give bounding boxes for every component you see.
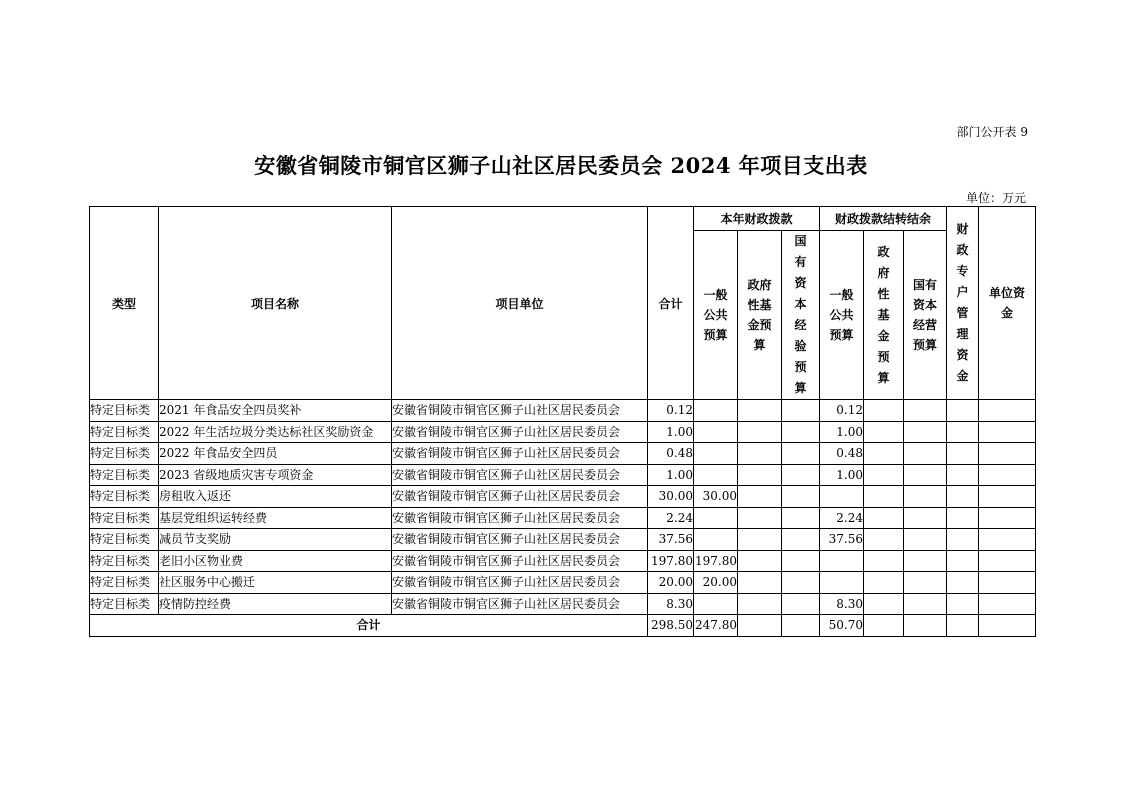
row-type: 特定目标类 xyxy=(90,507,159,529)
row-carry-gov xyxy=(864,529,904,551)
row-cur-general xyxy=(694,421,738,443)
unit-label: 单位：万元 xyxy=(965,191,1026,205)
total-carry-general: 50.70 xyxy=(820,615,864,637)
row-carry-state xyxy=(904,421,947,443)
header-carry-gov-fund: 政府性基金预算 xyxy=(864,231,904,400)
row-cur-general xyxy=(694,400,738,422)
row-cur-gov xyxy=(738,421,782,443)
row-cur-state xyxy=(782,443,820,465)
total-cur-gov xyxy=(738,615,782,637)
table-row xyxy=(90,421,1036,443)
total-carry-gov xyxy=(864,615,904,637)
row-unit-fund xyxy=(979,593,1036,615)
row-carry-gov xyxy=(864,486,904,508)
row-carry-general: 37.56 xyxy=(820,529,864,551)
row-carry-general: 8.30 xyxy=(820,593,864,615)
row-carry-general: 0.12 xyxy=(820,400,864,422)
row-total: 0.48 xyxy=(648,443,694,465)
row-unit-fund xyxy=(979,464,1036,486)
total-unit-fund xyxy=(979,615,1036,637)
row-project-name: 基层党组织运转经费 xyxy=(159,507,392,529)
total-row xyxy=(90,615,1036,637)
row-carry-gov xyxy=(864,550,904,572)
row-carry-gov xyxy=(864,507,904,529)
header-gov-fund: 政府性基金预算 xyxy=(738,231,782,400)
row-cur-gov xyxy=(738,529,782,551)
row-special xyxy=(947,593,979,615)
row-special xyxy=(947,550,979,572)
row-special xyxy=(947,572,979,594)
row-cur-gov xyxy=(738,593,782,615)
row-type: 特定目标类 xyxy=(90,443,159,465)
row-cur-state xyxy=(782,400,820,422)
row-carry-general: 0.48 xyxy=(820,443,864,465)
row-project-unit: 安徽省铜陵市铜官区狮子山社区居民委员会 xyxy=(392,593,648,615)
row-special xyxy=(947,464,979,486)
row-cur-general xyxy=(694,593,738,615)
row-cur-state xyxy=(782,572,820,594)
row-special xyxy=(947,400,979,422)
header-current-year-group: 本年财政拨款 xyxy=(694,207,820,231)
row-cur-general: 30.00 xyxy=(694,486,738,508)
row-special xyxy=(947,529,979,551)
row-unit-fund xyxy=(979,550,1036,572)
row-cur-gov xyxy=(738,507,782,529)
row-carry-state xyxy=(904,593,947,615)
row-project-unit: 安徽省铜陵市铜官区狮子山社区居民委员会 xyxy=(392,572,648,594)
header-type: 类型 xyxy=(90,207,159,400)
row-special xyxy=(947,421,979,443)
row-project-name: 老旧小区物业费 xyxy=(159,550,392,572)
table-row xyxy=(90,529,1036,551)
row-cur-general xyxy=(694,464,738,486)
row-carry-state xyxy=(904,529,947,551)
row-cur-general xyxy=(694,443,738,465)
header-state-capital: 国有资本经验预算 xyxy=(782,231,820,400)
row-special xyxy=(947,443,979,465)
row-cur-gov xyxy=(738,486,782,508)
table-body xyxy=(90,400,1036,615)
row-cur-state xyxy=(782,486,820,508)
page-title: 安徽省铜陵市铜官区狮子山社区居民委员会 2024 年项目支出表 xyxy=(254,153,868,178)
row-project-name: 2021 年食品安全四员奖补 xyxy=(159,400,392,422)
row-carry-state xyxy=(904,443,947,465)
row-carry-general xyxy=(820,550,864,572)
header-project-name: 项目名称 xyxy=(159,207,392,400)
row-total: 37.56 xyxy=(648,529,694,551)
row-type: 特定目标类 xyxy=(90,421,159,443)
row-carry-gov xyxy=(864,421,904,443)
table-row xyxy=(90,486,1036,508)
row-cur-state xyxy=(782,464,820,486)
row-type: 特定目标类 xyxy=(90,550,159,572)
row-carry-state xyxy=(904,572,947,594)
total-sum: 298.50 xyxy=(648,615,694,637)
header-carryover-group: 财政拨款结转结余 xyxy=(820,207,947,231)
header-carry-state-capital: 国有资本经营预算 xyxy=(904,231,947,400)
table-row xyxy=(90,550,1036,572)
row-type: 特定目标类 xyxy=(90,572,159,594)
total-special xyxy=(947,615,979,637)
row-unit-fund xyxy=(979,486,1036,508)
row-type: 特定目标类 xyxy=(90,400,159,422)
row-unit-fund xyxy=(979,400,1036,422)
row-cur-general xyxy=(694,507,738,529)
row-carry-gov xyxy=(864,593,904,615)
row-carry-state xyxy=(904,550,947,572)
row-cur-gov xyxy=(738,400,782,422)
row-project-unit: 安徽省铜陵市铜官区狮子山社区居民委员会 xyxy=(392,400,648,422)
row-type: 特定目标类 xyxy=(90,593,159,615)
row-project-unit: 安徽省铜陵市铜官区狮子山社区居民委员会 xyxy=(392,421,648,443)
row-cur-gov xyxy=(738,572,782,594)
row-carry-general: 1.00 xyxy=(820,421,864,443)
row-unit-fund xyxy=(979,572,1036,594)
header-special-fund: 财政专户管理资金 xyxy=(947,207,979,400)
row-special xyxy=(947,486,979,508)
total-carry-state xyxy=(904,615,947,637)
form-number: 部门公开表 9 xyxy=(956,125,1028,139)
row-total: 197.80 xyxy=(648,550,694,572)
row-unit-fund xyxy=(979,507,1036,529)
project-expenditure-table xyxy=(89,206,1036,637)
row-total: 2.24 xyxy=(648,507,694,529)
row-project-unit: 安徽省铜陵市铜官区狮子山社区居民委员会 xyxy=(392,529,648,551)
row-cur-state xyxy=(782,529,820,551)
row-project-name: 2022 年生活垃圾分类达标社区奖励资金 xyxy=(159,421,392,443)
row-total: 1.00 xyxy=(648,421,694,443)
row-cur-general xyxy=(694,529,738,551)
row-total: 30.00 xyxy=(648,486,694,508)
row-project-name: 社区服务中心搬迁 xyxy=(159,572,392,594)
row-carry-gov xyxy=(864,572,904,594)
row-cur-state xyxy=(782,507,820,529)
row-project-unit: 安徽省铜陵市铜官区狮子山社区居民委员会 xyxy=(392,464,648,486)
total-cur-general: 247.80 xyxy=(694,615,738,637)
row-total: 8.30 xyxy=(648,593,694,615)
header-project-unit: 项目单位 xyxy=(392,207,648,400)
row-type: 特定目标类 xyxy=(90,529,159,551)
row-project-unit: 安徽省铜陵市铜官区狮子山社区居民委员会 xyxy=(392,443,648,465)
total-cur-state xyxy=(782,615,820,637)
header-general-public: 一般公共预算 xyxy=(694,231,738,400)
row-carry-state xyxy=(904,507,947,529)
table-row xyxy=(90,400,1036,422)
row-unit-fund xyxy=(979,443,1036,465)
row-special xyxy=(947,507,979,529)
row-carry-state xyxy=(904,400,947,422)
table-row xyxy=(90,572,1036,594)
table-row xyxy=(90,593,1036,615)
row-carry-state xyxy=(904,486,947,508)
header-carry-general-public: 一般公共预算 xyxy=(820,231,864,400)
row-carry-gov xyxy=(864,464,904,486)
row-carry-general xyxy=(820,572,864,594)
row-project-name: 疫情防控经费 xyxy=(159,593,392,615)
row-cur-gov xyxy=(738,464,782,486)
row-unit-fund xyxy=(979,421,1036,443)
row-project-name: 2022 年食品安全四员 xyxy=(159,443,392,465)
row-cur-gov xyxy=(738,550,782,572)
row-type: 特定目标类 xyxy=(90,486,159,508)
row-project-unit: 安徽省铜陵市铜官区狮子山社区居民委员会 xyxy=(392,550,648,572)
row-cur-general: 197.80 xyxy=(694,550,738,572)
table-row xyxy=(90,443,1036,465)
row-project-name: 房租收入返还 xyxy=(159,486,392,508)
row-type: 特定目标类 xyxy=(90,464,159,486)
table-row xyxy=(90,507,1036,529)
row-project-name: 2023 省级地质灾害专项资金 xyxy=(159,464,392,486)
row-unit-fund xyxy=(979,529,1036,551)
row-carry-gov xyxy=(864,400,904,422)
row-total: 0.12 xyxy=(648,400,694,422)
row-carry-general: 2.24 xyxy=(820,507,864,529)
total-label: 合计 xyxy=(90,615,648,637)
header-unit-fund: 单位资金 xyxy=(979,207,1036,400)
row-project-unit: 安徽省铜陵市铜官区狮子山社区居民委员会 xyxy=(392,507,648,529)
row-cur-gov xyxy=(738,443,782,465)
row-carry-gov xyxy=(864,443,904,465)
row-total: 1.00 xyxy=(648,464,694,486)
row-carry-general xyxy=(820,486,864,508)
table-row xyxy=(90,464,1036,486)
row-cur-state xyxy=(782,550,820,572)
header-total: 合计 xyxy=(648,207,694,400)
row-project-name: 减员节支奖励 xyxy=(159,529,392,551)
row-carry-state xyxy=(904,464,947,486)
row-cur-state xyxy=(782,421,820,443)
row-project-unit: 安徽省铜陵市铜官区狮子山社区居民委员会 xyxy=(392,486,648,508)
row-carry-general: 1.00 xyxy=(820,464,864,486)
row-total: 20.00 xyxy=(648,572,694,594)
row-cur-general: 20.00 xyxy=(694,572,738,594)
row-cur-state xyxy=(782,593,820,615)
